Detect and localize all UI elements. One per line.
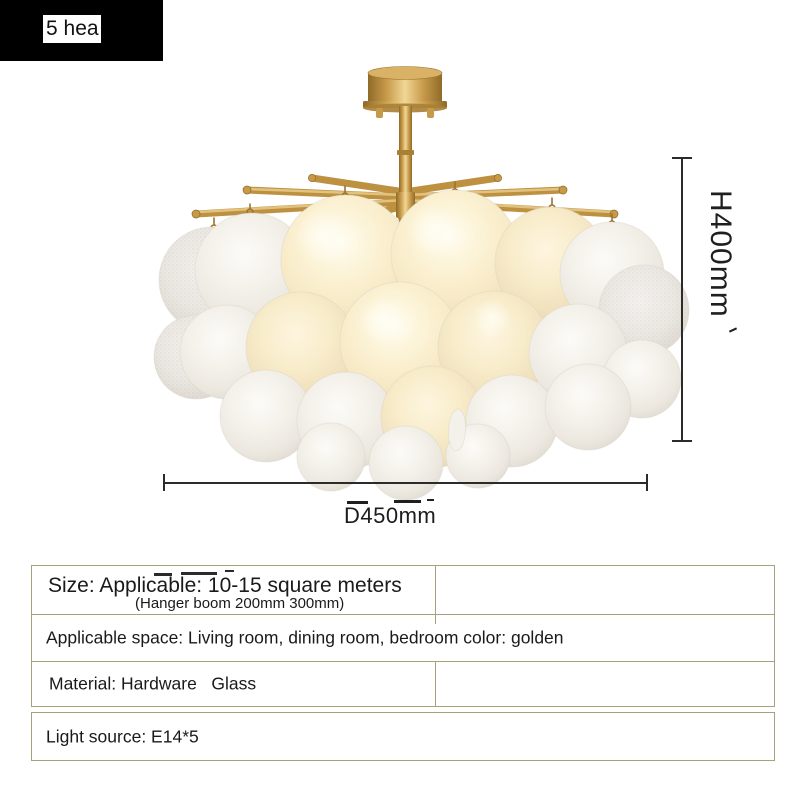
ceiling-canopy <box>363 67 447 119</box>
spec-row-size <box>32 566 774 614</box>
table-divider <box>435 615 436 624</box>
spec-space-text: Applicable space: Living room, dining room, bedroom color: golden <box>46 627 564 648</box>
height-dimension-tick-top <box>672 157 692 159</box>
spec-row-material <box>32 661 774 706</box>
diameter-dimension-tick-right <box>646 474 648 491</box>
spec-size-text: Size: Applicable: 10-15 square meters <box>48 574 402 597</box>
glass-discs <box>154 190 689 500</box>
text-artifact <box>427 499 434 501</box>
spec-row-space <box>32 614 774 661</box>
spec-table <box>31 565 775 707</box>
diameter-dimension-line <box>164 482 648 484</box>
height-dimension-line <box>681 158 683 441</box>
lamp-glow <box>210 177 590 413</box>
height-dimension-label: H400mm <box>704 190 737 318</box>
text-artifact <box>225 570 234 572</box>
spec-size-subtext: (Hanger boom 200mm 300mm) <box>135 595 345 612</box>
heads-count-label: 5 hea <box>43 15 101 43</box>
spec-row-light-source <box>31 712 775 761</box>
downrod <box>396 106 415 231</box>
diameter-dimension-label: D450mm <box>344 503 437 528</box>
table-divider <box>435 662 436 706</box>
brass-arms <box>192 174 618 231</box>
height-dimension-tick-bottom <box>672 440 692 442</box>
heads-count-badge <box>0 0 163 61</box>
diameter-dimension-tick-left <box>163 474 165 491</box>
spec-light-source-text: Light source: E14*5 <box>46 726 199 746</box>
text-artifact <box>729 327 737 332</box>
spec-material-text: Material: Hardware Glass <box>49 673 257 694</box>
table-divider <box>435 566 436 614</box>
